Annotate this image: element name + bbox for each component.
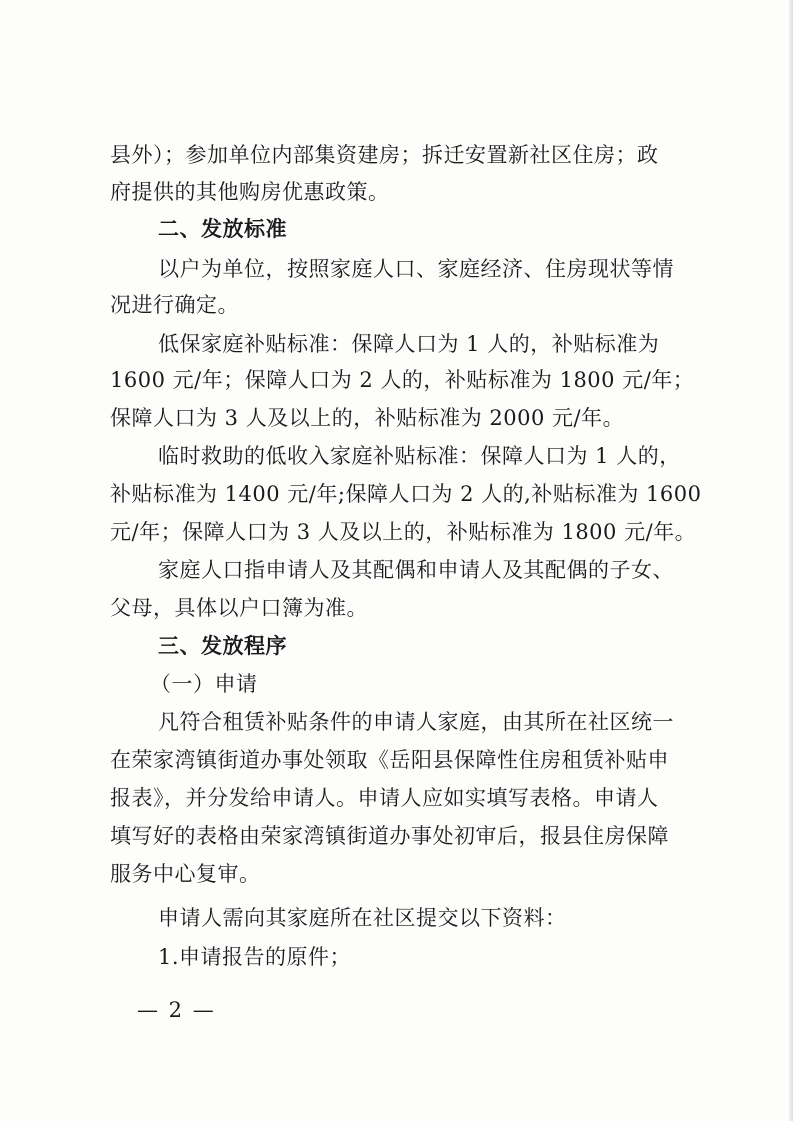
body-text-line: 以户为单位，按照家庭人口、家庭经济、住房现状等情 xyxy=(158,257,674,281)
body-text-line: 凡符合租赁补贴条件的申请人家庭，由其所在社区统一 xyxy=(158,710,674,734)
subsection-heading: （一）申请 xyxy=(150,672,258,696)
body-text-line: 申请人需向其家庭所在社区提交以下资料： xyxy=(158,906,567,930)
body-text-line: 县外）；参加单位内部集资建房；拆迁安置新社区住房；政 xyxy=(110,143,659,167)
body-text-line: 填写好的表格由荣家湾镇街道办事处初审后，报县住房保障 xyxy=(110,824,669,848)
body-text-line: 报表》，并分发给申请人。申请人应如实填写表格。申请人 xyxy=(110,786,659,810)
body-text-line: 元/年；保障人口为 3 人及以上的，补贴标准为 1800 元/年。 xyxy=(110,520,697,544)
section-heading: 三、发放程序 xyxy=(158,634,287,658)
body-text-line: 况进行确定。 xyxy=(110,293,239,317)
body-text-line: 低保家庭补贴标准：保障人口为 1 人的，补贴标准为 xyxy=(158,332,660,356)
scan-edge xyxy=(789,0,793,1121)
body-text-line: 1600 元/年；保障人口为 2 人的，补贴标准为 1800 元/年； xyxy=(110,368,695,392)
body-text-line: 父母，具体以户口簿为准。 xyxy=(110,596,368,620)
body-text-line: 家庭人口指申请人及其配偶和申请人及其配偶的子女、 xyxy=(158,558,674,582)
body-text-line: 保障人口为 3 人及以上的，补贴标准为 2000 元/年。 xyxy=(110,406,625,430)
body-text-line: 1.申请报告的原件； xyxy=(158,945,352,969)
section-heading: 二、发放标准 xyxy=(158,217,287,241)
page-number: — 2 — xyxy=(137,998,216,1022)
body-text-line: 补贴标准为 1400 元/年;保障人口为 2 人的,补贴标准为 1600 xyxy=(110,482,702,506)
body-text-line: 府提供的其他购房优惠政策。 xyxy=(110,180,390,204)
body-text-line: 临时救助的低收入家庭补贴标准：保障人口为 1 人的， xyxy=(158,444,681,468)
body-text-line: 服务中心复审。 xyxy=(110,862,261,886)
body-text-line: 在荣家湾镇街道办事处领取《岳阳县保障性住房租赁补贴申 xyxy=(110,748,669,772)
